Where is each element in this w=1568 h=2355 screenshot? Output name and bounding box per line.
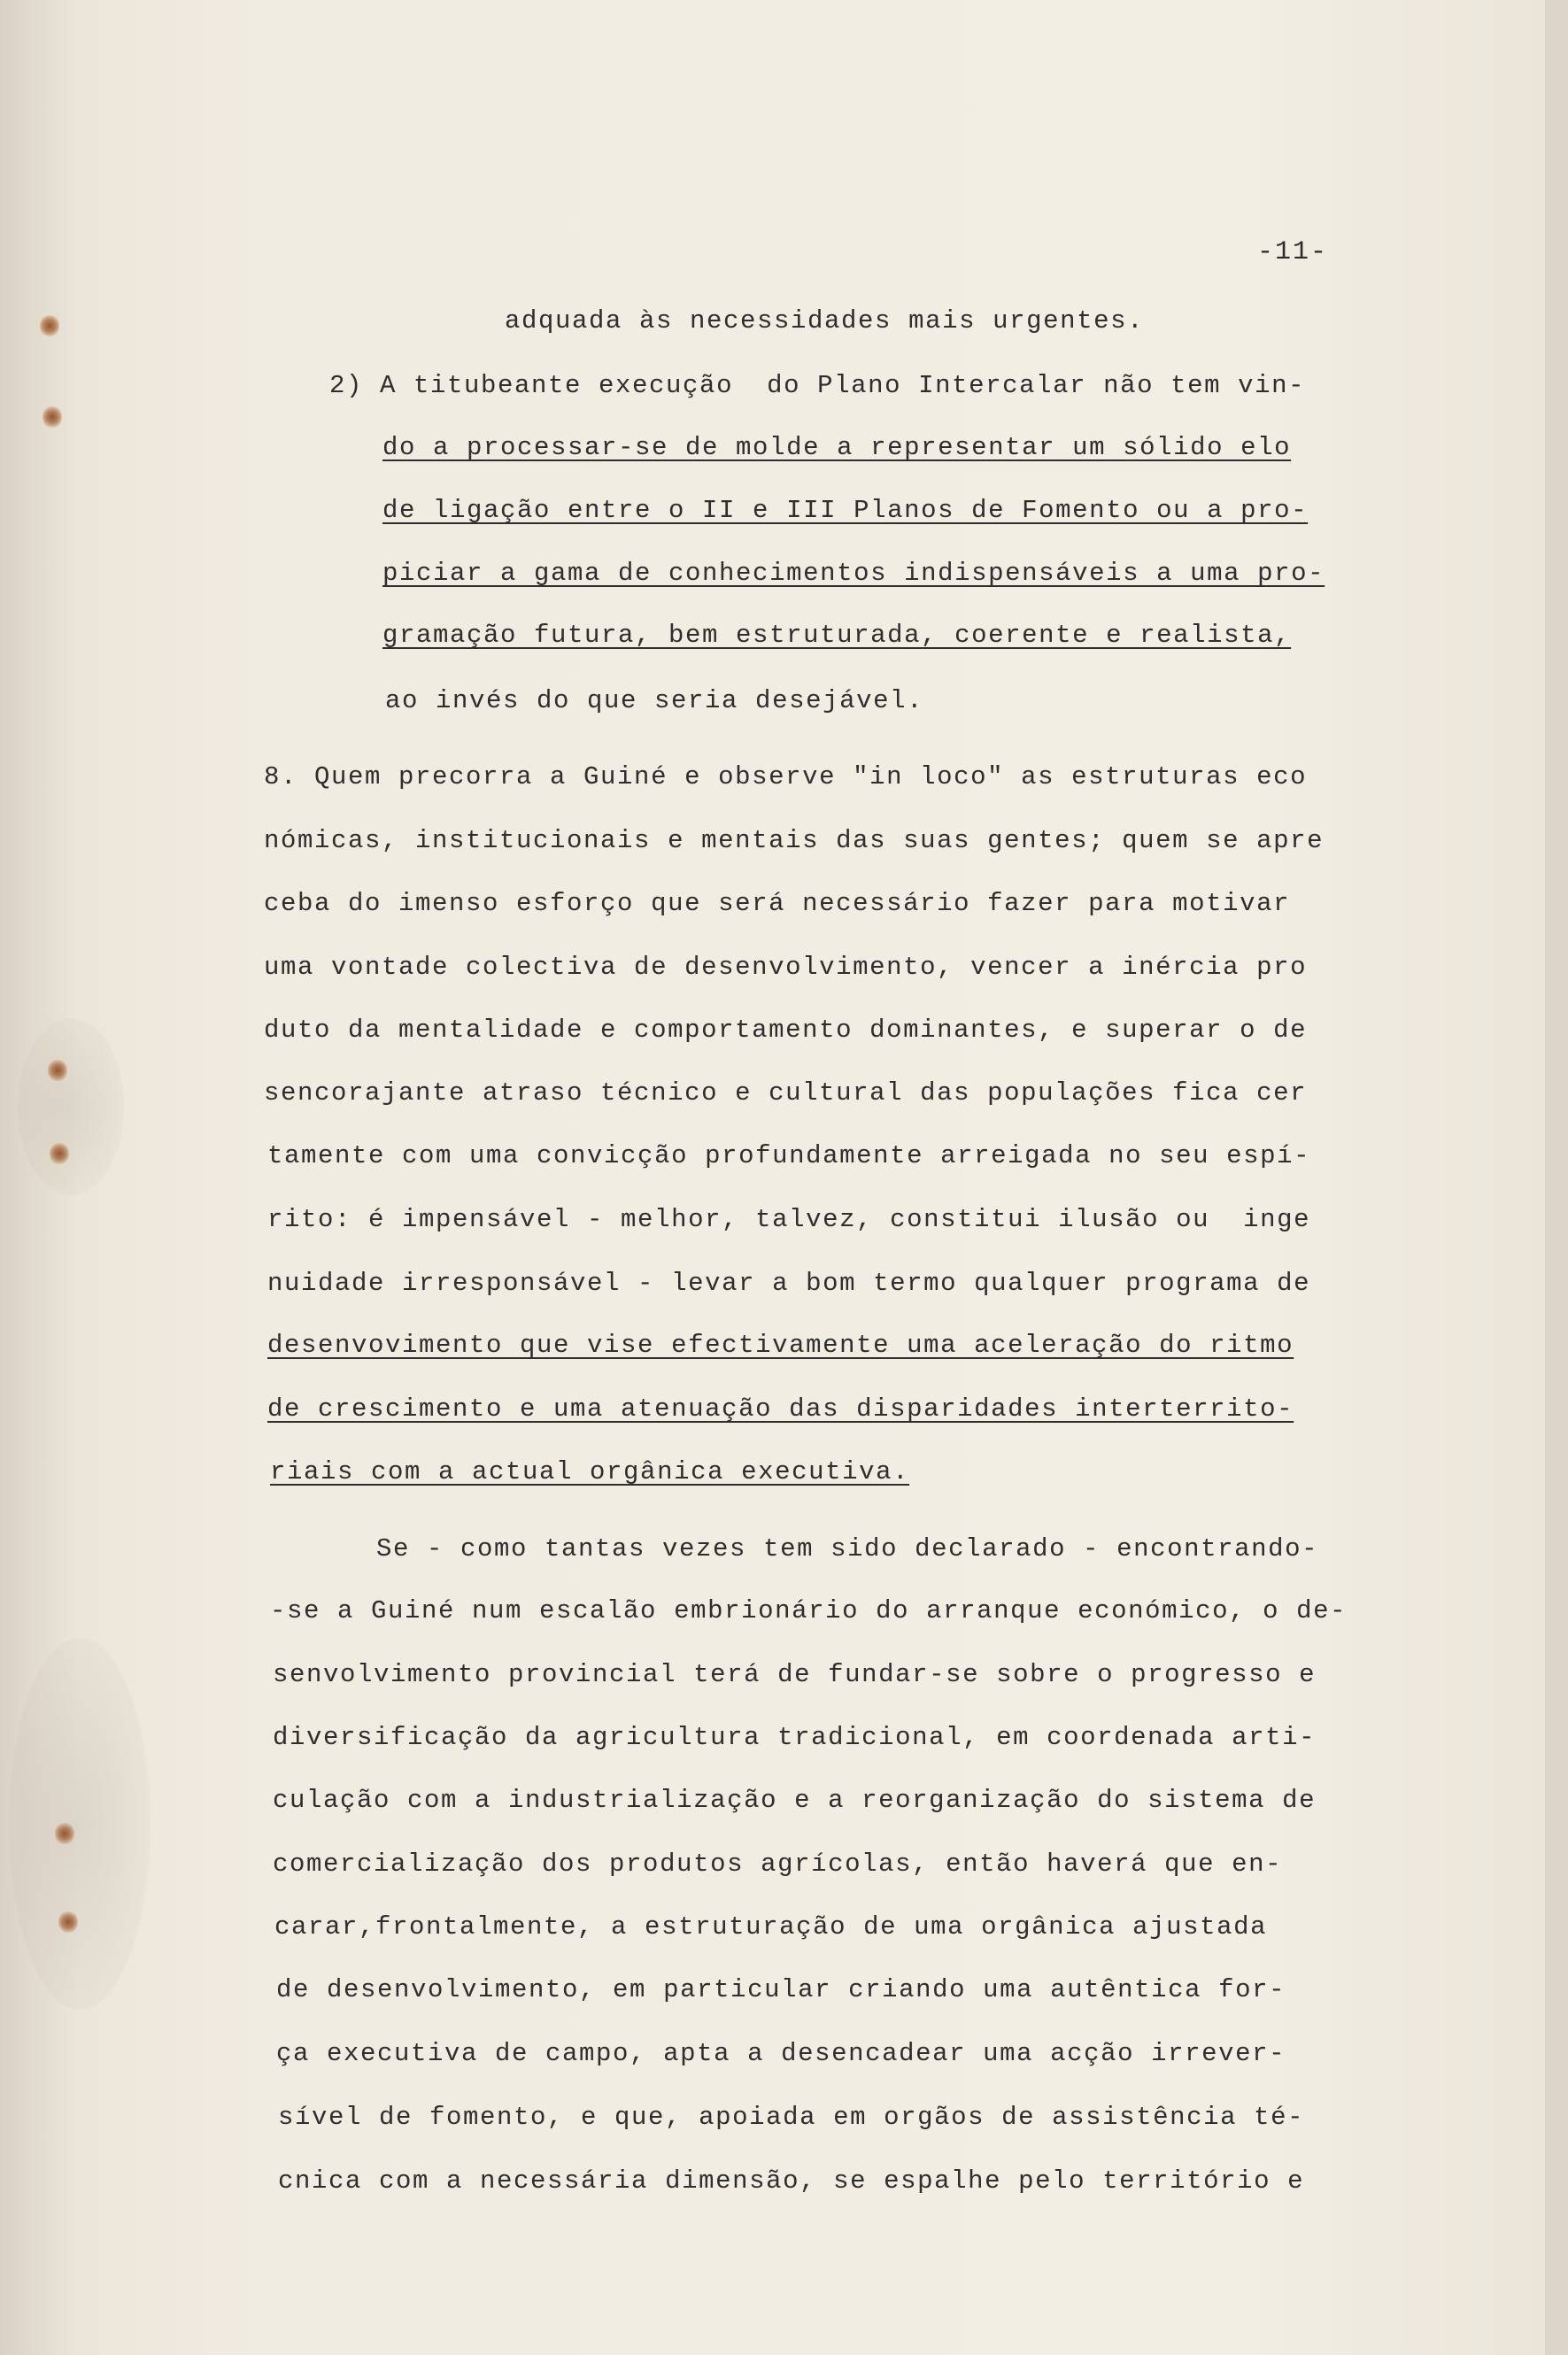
text-line: riais com a actual orgânica executiva. (270, 1457, 910, 1486)
punch-hole (48, 1059, 67, 1082)
text-line: senvolvimento provincial terá de fundar-se sobre o progresso e (273, 1660, 1317, 1689)
text-line: sencorajante atraso técnico e cultural das populações fica cer (264, 1078, 1308, 1108)
text-line: ceba do imenso esforço que será necessário fazer para motivar (264, 889, 1291, 918)
text-line: 8. Quem precorra a Guiné e observe "in loco" as estruturas eco (264, 762, 1308, 791)
text-line: nuidade irresponsável - levar a bom termo qualquer programa de (267, 1269, 1311, 1298)
paper-stain (18, 1018, 124, 1195)
text-line: Se - como tantas vezes tem sido declarado - encontrando- (376, 1534, 1319, 1564)
text-line: duto da mentalidade e comportamento dominantes, e superar o de (264, 1015, 1308, 1045)
text-line: culação com a industrialização e a reorganização do sistema de (273, 1786, 1317, 1815)
text-line: ao invés do que seria desejável. (385, 686, 924, 715)
text-line: carar,frontalmente, a estruturação de uma orgânica ajustada (274, 1912, 1268, 1942)
page-edge (1545, 0, 1568, 2355)
text-line: nómicas, institucionais e mentais das suas gentes; quem se apre (264, 826, 1325, 855)
text-line: de crescimento e uma atenuação das disparidades interterrito- (267, 1394, 1294, 1424)
text-line: piciar a gama de conhecimentos indispensáveis a uma pro- (382, 559, 1325, 588)
text-line: diversificação da agricultura tradicional, em coordenada arti- (273, 1723, 1317, 1752)
text-line: rito: é impensável - melhor, talvez, constitui ilusão ou inge (267, 1205, 1311, 1234)
text-line: cnica com a necessária dimensão, se espalhe pelo território e (278, 2166, 1305, 2196)
text-line: sível de fomento, e que, apoiada em orgãos de assistência té- (278, 2103, 1305, 2132)
punch-hole (55, 1822, 74, 1845)
text-line: do a processar-se de molde a representar um sólido elo (382, 433, 1292, 462)
text-line: adquada às necessidades mais urgentes. (505, 306, 1145, 336)
text-line: desenvovimento que vise efectivamente uma aceleração do ritmo (267, 1331, 1294, 1360)
text-line: 2) A titubeante execução do Plano Intercalar não tem vin- (329, 371, 1306, 400)
text-line: -se a Guiné num escalão embrionário do arranque económico, o de- (270, 1596, 1348, 1625)
paper-stain (9, 1638, 151, 2010)
punch-hole (50, 1142, 69, 1165)
text-line: de ligação entre o II e III Planos de Fomento ou a pro- (382, 496, 1309, 525)
text-line: tamente com uma convicção profundamente arreigada no seu espí- (267, 1141, 1311, 1170)
page-number: -11- (1257, 237, 1329, 267)
text-line: comercialização dos produtos agrícolas, então haverá que en- (273, 1849, 1283, 1879)
text-line: de desenvolvimento, em particular criando uma autêntica for- (276, 1975, 1286, 2004)
punch-hole (40, 314, 59, 337)
punch-hole (58, 1911, 78, 1934)
text-line: ça executiva de campo, apta a desencadear uma acção irrever- (276, 2039, 1286, 2068)
text-line: gramação futura, bem estruturada, coerente e realista, (382, 621, 1292, 650)
text-line: uma vontade colectiva de desenvolvimento, vencer a inércia pro (264, 953, 1308, 982)
punch-hole (42, 405, 62, 429)
